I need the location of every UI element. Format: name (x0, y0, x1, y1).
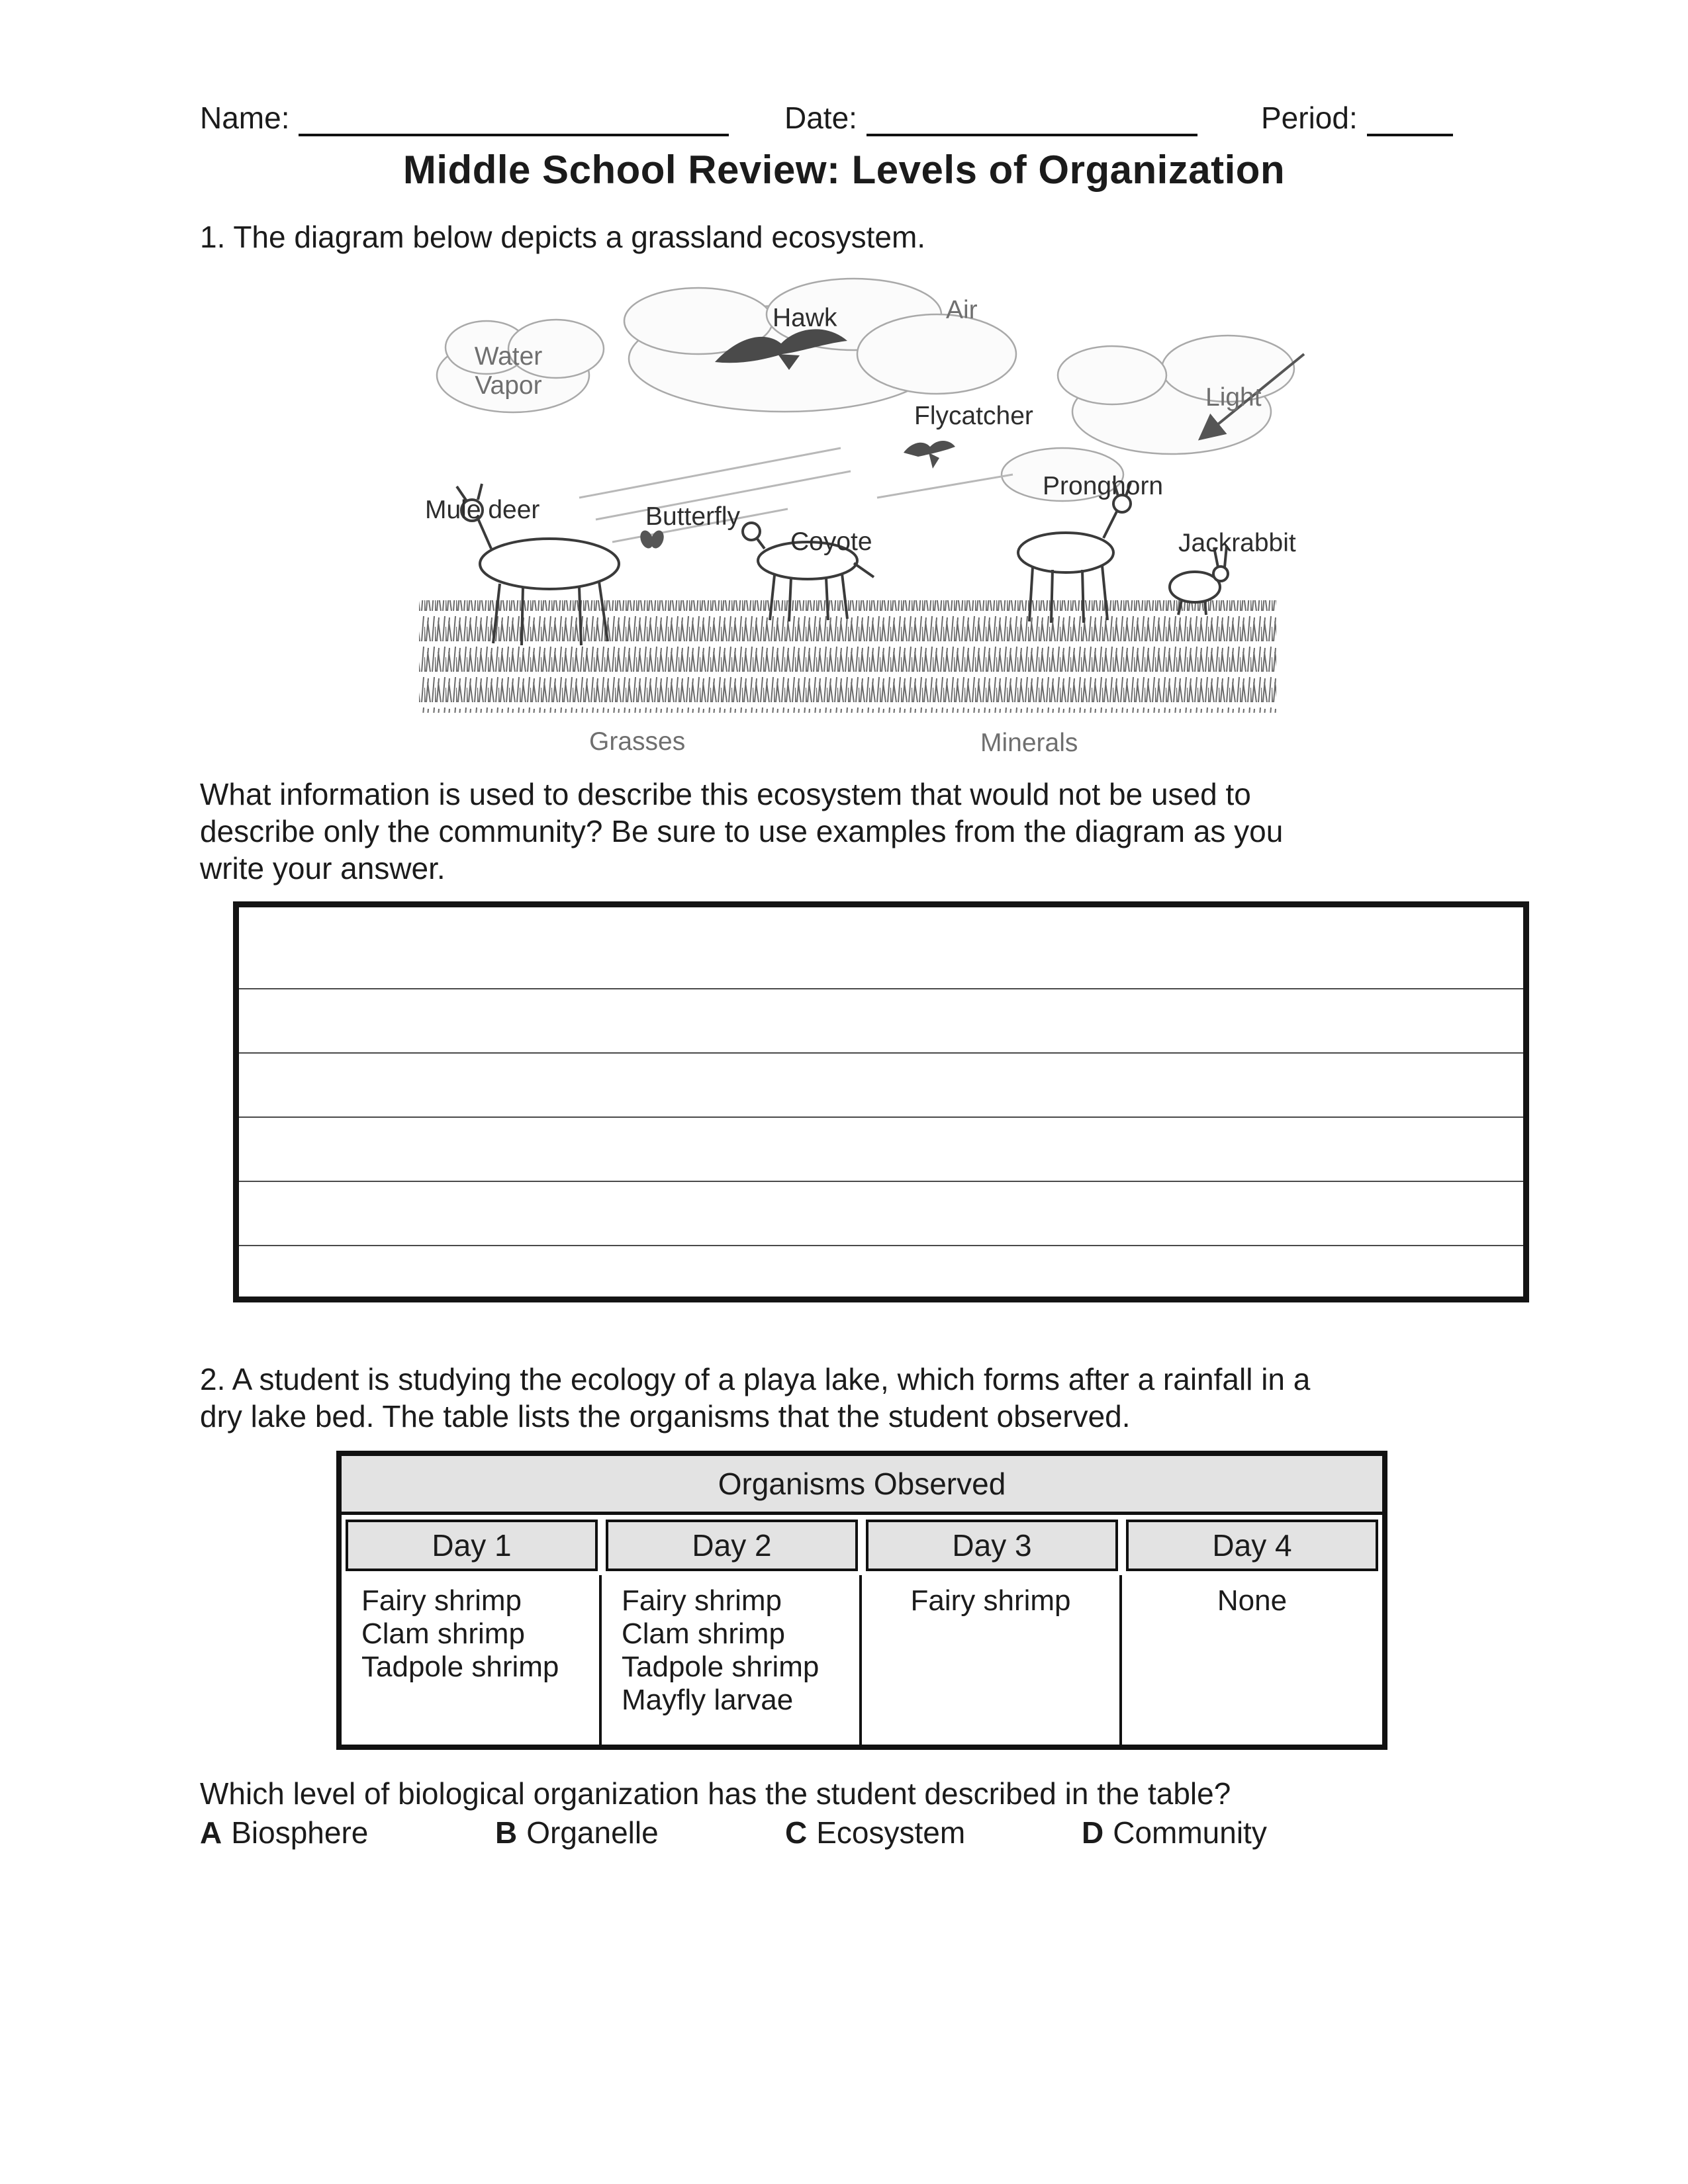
period-label: Period: (1261, 101, 1358, 135)
option-d-letter: D (1082, 1815, 1104, 1850)
organism-entry: Fairy shrimp (361, 1584, 522, 1617)
column-header-day2: Day 2 (606, 1520, 858, 1571)
label-hawk: Hawk (773, 304, 837, 332)
q1-question-line1: What information is used to describe this ecosystem that would not be used to (200, 777, 1251, 811)
clouds (437, 279, 1294, 501)
organism-entry: Clam shrimp (622, 1617, 785, 1650)
answer-line[interactable] (239, 1182, 1523, 1246)
table-body-row (342, 1575, 1382, 1745)
page-title: Middle School Review: Levels of Organization (402, 148, 1286, 192)
table-cell-day4 (1122, 1575, 1382, 1745)
q1-prompt: 1. The diagram below depicts a grassland ecosystem. (200, 220, 926, 254)
label-grasses: Grasses (589, 727, 686, 756)
label-pronghorn: Pronghorn (1043, 472, 1164, 500)
option-c-letter: C (785, 1815, 808, 1850)
organism-entry: None (1217, 1584, 1288, 1617)
option-d[interactable] (1082, 1815, 1267, 1850)
label-mule-deer: Mule deer (425, 496, 540, 524)
column-header-day3: Day 3 (866, 1520, 1118, 1571)
period-field (1261, 99, 1453, 136)
flycatcher-figure (904, 441, 955, 469)
table-cell-day2 (602, 1575, 862, 1745)
label-minerals: Minerals (980, 729, 1078, 757)
table-cell-day3 (862, 1575, 1122, 1745)
option-a[interactable] (200, 1815, 368, 1850)
q2-prompt-line2: dry lake bed. The table lists the organisms that the student observed. (200, 1399, 1131, 1433)
option-b-text: Organelle (526, 1815, 659, 1850)
option-d-text: Community (1113, 1815, 1267, 1850)
q1-question-line2: describe only the community? Be sure to use examples from the diagram as you (200, 814, 1284, 848)
organism-entry: Tadpole shrimp (622, 1651, 820, 1683)
organism-entry: Fairy shrimp (910, 1584, 1071, 1617)
organism-entry: Fairy shrimp (622, 1584, 782, 1617)
label-light: Light (1205, 383, 1262, 412)
organism-entry: Clam shrimp (361, 1617, 525, 1650)
label-butterfly: Butterfly (645, 502, 741, 531)
column-header-day4: Day 4 (1126, 1520, 1378, 1571)
option-a-letter: A (200, 1815, 222, 1850)
answer-line[interactable] (239, 1118, 1523, 1182)
option-b-letter: B (495, 1815, 518, 1850)
period-blank-line[interactable] (1367, 103, 1453, 136)
organism-entry: Mayfly larvae (622, 1684, 794, 1716)
name-blank-line[interactable] (299, 103, 729, 136)
q2-prompt-line1: 2. A student is studying the ecology of a playa lake, which forms after a rainfall in a (200, 1362, 1311, 1396)
label-jackrabbit: Jackrabbit (1178, 529, 1296, 557)
label-water-vapor: Water Vapor (474, 342, 543, 400)
table-cell-day1 (342, 1575, 602, 1745)
answer-box[interactable] (233, 901, 1529, 1302)
butterfly-figure (638, 529, 666, 550)
answer-line[interactable] (239, 1246, 1523, 1302)
organism-entry: Tadpole shrimp (361, 1651, 559, 1683)
organisms-table (336, 1451, 1387, 1750)
label-flycatcher: Flycatcher (914, 402, 1033, 430)
date-label: Date: (784, 101, 857, 135)
date-blank-line[interactable] (867, 103, 1197, 136)
label-air: Air (946, 296, 978, 324)
ecosystem-diagram (414, 276, 1317, 766)
option-c[interactable] (785, 1815, 965, 1850)
column-header-day1: Day 1 (346, 1520, 598, 1571)
date-field (784, 99, 1197, 136)
answer-line[interactable] (239, 989, 1523, 1054)
label-coyote: Coyote (790, 527, 872, 556)
table-header-row (342, 1515, 1382, 1575)
option-a-text: Biosphere (231, 1815, 369, 1850)
q1-question-line3: write your answer. (200, 851, 445, 886)
option-c-text: Ecosystem (816, 1815, 966, 1850)
option-b[interactable] (495, 1815, 659, 1850)
answer-line[interactable] (239, 1054, 1523, 1118)
name-field (200, 99, 729, 136)
answer-line[interactable] (239, 907, 1523, 989)
q2-question: Which level of biological organization has the student described in the table? (200, 1776, 1231, 1811)
table-title: Organisms Observed (342, 1456, 1382, 1515)
name-label: Name: (200, 101, 290, 135)
